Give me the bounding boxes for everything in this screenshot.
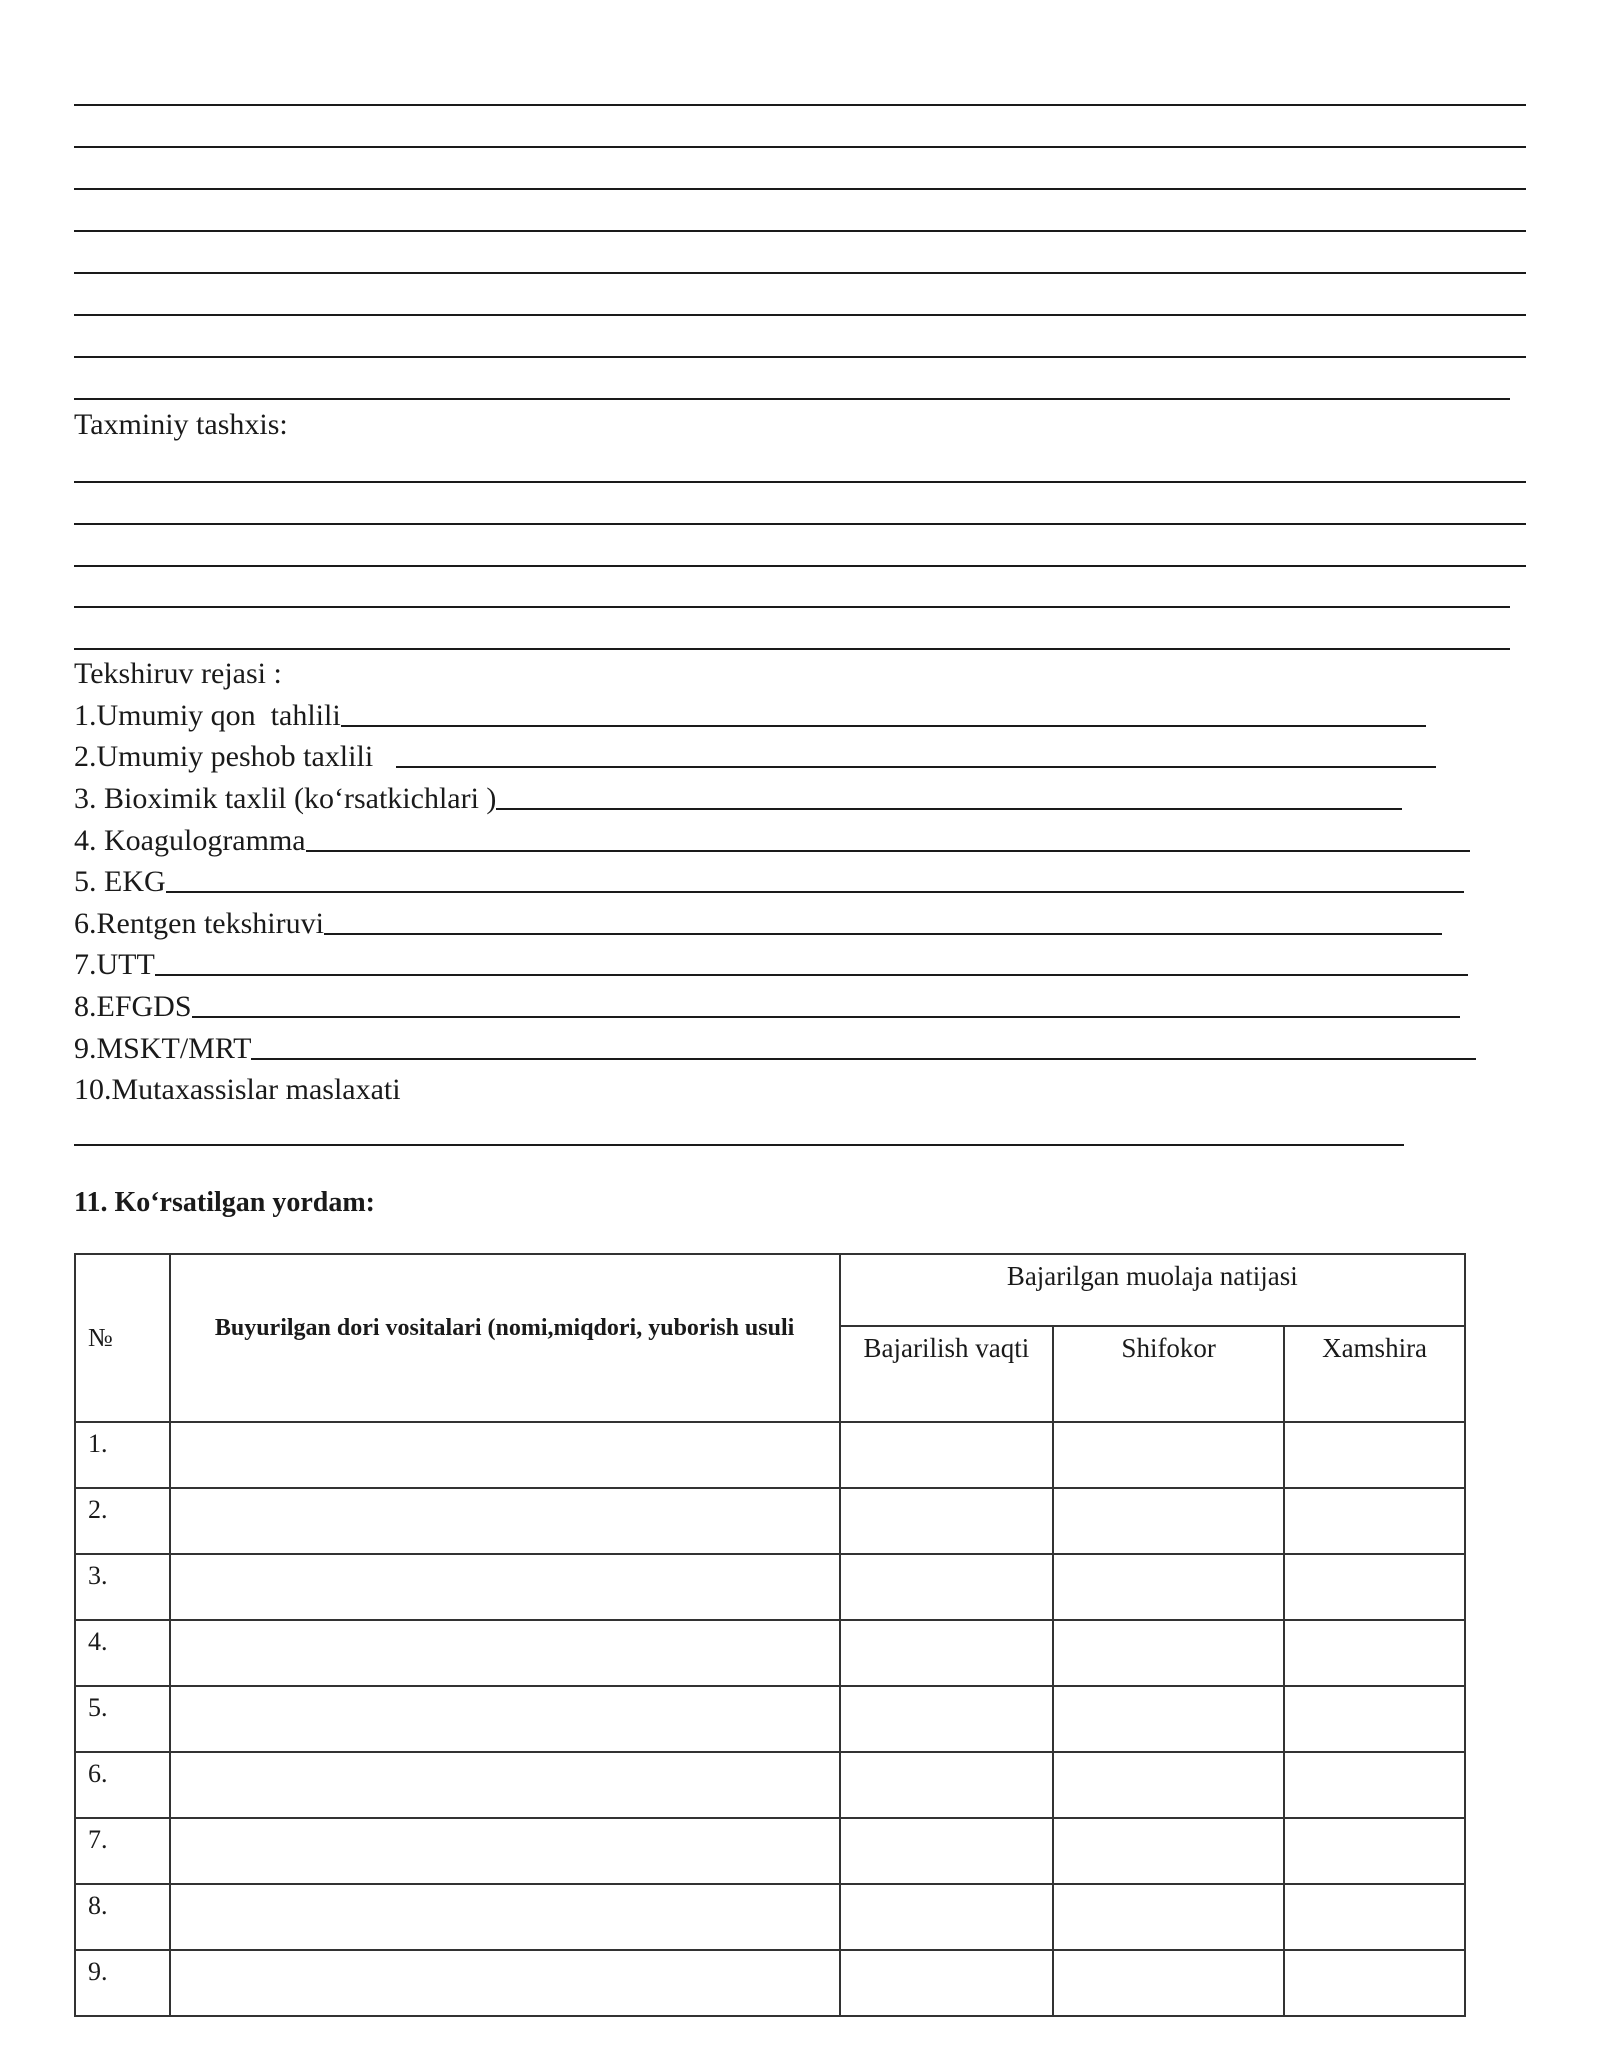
plan-item-xray[interactable] — [74, 907, 1442, 941]
time-cell[interactable] — [840, 1554, 1054, 1620]
plan-item-line[interactable] — [166, 891, 1464, 893]
nurse-cell[interactable] — [1284, 1422, 1465, 1488]
diagnosis-line[interactable] — [74, 481, 1526, 483]
doctor-cell[interactable] — [1053, 1488, 1284, 1554]
writing-line[interactable] — [74, 188, 1526, 190]
help-table — [74, 1253, 1466, 2017]
plan-item-mskt-mrt[interactable] — [74, 1032, 1476, 1066]
doctor-cell[interactable] — [1053, 1884, 1284, 1950]
plan-item-label: 7.UTT — [74, 948, 155, 981]
writing-line[interactable] — [74, 356, 1526, 358]
plan-item-line[interactable] — [251, 1058, 1476, 1060]
medicine-cell[interactable] — [170, 1752, 840, 1818]
plan-item-coagulogram[interactable] — [74, 824, 1470, 858]
col-number-header: № — [75, 1254, 170, 1422]
row-number: 6. — [75, 1752, 170, 1818]
plan-item-label: 3. Bioximik taxlil (koʻrsatkichlari ) — [74, 782, 497, 815]
plan-item-blood[interactable] — [74, 699, 1426, 733]
col-result-group-header: Bajarilgan muolaja natijasi — [840, 1254, 1465, 1326]
plan-item-line[interactable] — [396, 766, 1436, 768]
plan-item-label: 8.EFGDS — [74, 990, 192, 1023]
table-row — [75, 1554, 1465, 1620]
plan-item-urine[interactable] — [74, 740, 1436, 774]
time-cell[interactable] — [840, 1818, 1054, 1884]
diagnosis-line[interactable] — [74, 565, 1526, 567]
writing-line[interactable] — [74, 104, 1526, 106]
row-number: 8. — [75, 1884, 170, 1950]
plan-item-line[interactable] — [496, 808, 1402, 810]
medicine-cell[interactable] — [170, 1818, 840, 1884]
medicine-cell[interactable] — [170, 1686, 840, 1752]
time-cell[interactable] — [840, 1950, 1054, 2016]
table-row — [75, 1422, 1465, 1488]
medicine-cell[interactable] — [170, 1422, 840, 1488]
time-cell[interactable] — [840, 1752, 1054, 1818]
nurse-cell[interactable] — [1284, 1554, 1465, 1620]
plan-item-efgds[interactable] — [74, 990, 1460, 1024]
nurse-cell[interactable] — [1284, 1752, 1465, 1818]
doctor-cell[interactable] — [1053, 1422, 1284, 1488]
row-number: 4. — [75, 1620, 170, 1686]
writing-line[interactable] — [74, 398, 1510, 400]
diagnosis-line[interactable] — [74, 523, 1526, 525]
diagnosis-line[interactable] — [74, 606, 1510, 608]
doctor-cell[interactable] — [1053, 1686, 1284, 1752]
table-row — [75, 1884, 1465, 1950]
help-section-title: 11. Koʻrsatilgan yordam: — [74, 1187, 375, 1218]
diagnosis-line[interactable] — [74, 648, 1510, 650]
doctor-cell[interactable] — [1053, 1752, 1284, 1818]
doctor-cell[interactable] — [1053, 1620, 1284, 1686]
plan-item-label: 1.Umumiy qon tahlili — [74, 699, 341, 732]
col-nurse-header: Xamshira — [1284, 1326, 1465, 1422]
nurse-cell[interactable] — [1284, 1950, 1465, 2016]
diagnosis-label: Taxminiy tashxis: — [74, 408, 288, 441]
col-medicines-header: Buyurilgan dori vositalari (nomi,miqdori, yuborish usuli — [170, 1254, 840, 1422]
time-cell[interactable] — [840, 1488, 1054, 1554]
table-row — [75, 1488, 1465, 1554]
nurse-cell[interactable] — [1284, 1818, 1465, 1884]
nurse-cell[interactable] — [1284, 1686, 1465, 1752]
nurse-cell[interactable] — [1284, 1488, 1465, 1554]
plan-item-ultrasound[interactable] — [74, 948, 1468, 982]
table-row — [75, 1818, 1465, 1884]
plan-heading: Tekshiruv rejasi : — [74, 657, 282, 690]
plan-item-line[interactable] — [192, 1016, 1460, 1018]
row-number: 3. — [75, 1554, 170, 1620]
time-cell[interactable] — [840, 1884, 1054, 1950]
col-time-header: Bajarilish vaqti — [840, 1326, 1054, 1422]
time-cell[interactable] — [840, 1620, 1054, 1686]
time-cell[interactable] — [840, 1686, 1054, 1752]
plan-item-label: 4. Koagulogramma — [74, 824, 306, 857]
plan-item-ekg[interactable] — [74, 865, 1464, 899]
doctor-cell[interactable] — [1053, 1950, 1284, 2016]
time-cell[interactable] — [840, 1422, 1054, 1488]
row-number: 1. — [75, 1422, 170, 1488]
plan-item-line[interactable] — [324, 933, 1442, 935]
plan-item-label: 9.MSKT/MRT — [74, 1032, 252, 1065]
row-number: 2. — [75, 1488, 170, 1554]
col-doctor-header: Shifokor — [1053, 1326, 1284, 1422]
plan-item-label: 2.Umumiy peshob taxlili — [74, 740, 396, 773]
plan-item-label: 5. EKG — [74, 865, 166, 898]
plan-item-line[interactable] — [341, 725, 1426, 727]
plan-item-line[interactable] — [155, 974, 1468, 976]
medicine-cell[interactable] — [170, 1884, 840, 1950]
plan-item-specialists: 10.Mutaxassislar maslaxati — [74, 1073, 401, 1106]
medicine-cell[interactable] — [170, 1620, 840, 1686]
writing-line[interactable] — [74, 314, 1526, 316]
medicine-cell[interactable] — [170, 1488, 840, 1554]
nurse-cell[interactable] — [1284, 1620, 1465, 1686]
row-number: 5. — [75, 1686, 170, 1752]
plan-item-biochemistry[interactable] — [74, 782, 1402, 816]
doctor-cell[interactable] — [1053, 1818, 1284, 1884]
row-number: 9. — [75, 1950, 170, 2016]
table-row — [75, 1686, 1465, 1752]
medicine-cell[interactable] — [170, 1554, 840, 1620]
table-row — [75, 1950, 1465, 2016]
writing-line[interactable] — [74, 230, 1526, 232]
table-row — [75, 1752, 1465, 1818]
plan-item-line[interactable] — [306, 850, 1470, 852]
nurse-cell[interactable] — [1284, 1884, 1465, 1950]
row-number: 7. — [75, 1818, 170, 1884]
plan-item-label: 6.Rentgen tekshiruvi — [74, 907, 324, 940]
medicine-cell[interactable] — [170, 1950, 840, 2016]
doctor-cell[interactable] — [1053, 1554, 1284, 1620]
specialists-line[interactable] — [74, 1144, 1404, 1146]
writing-line[interactable] — [74, 272, 1526, 274]
writing-line[interactable] — [74, 146, 1526, 148]
table-row — [75, 1620, 1465, 1686]
